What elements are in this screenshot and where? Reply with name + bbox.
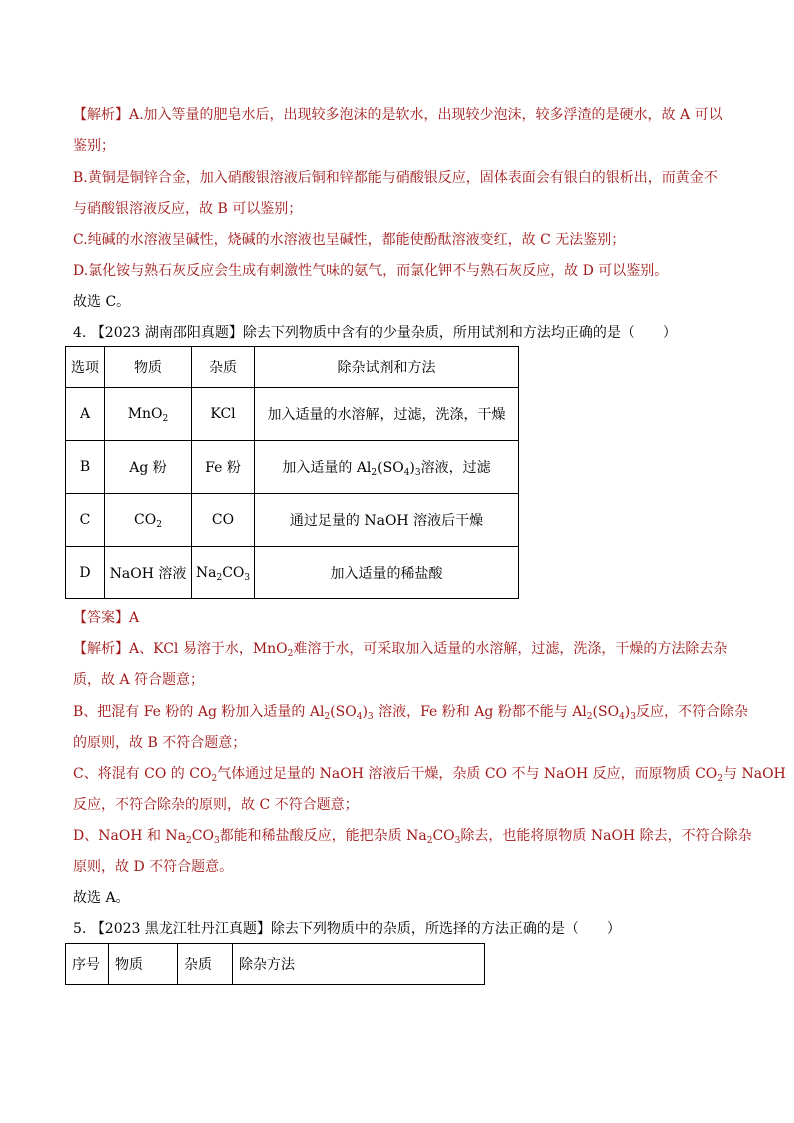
header-impurity: 杂质 xyxy=(178,944,233,985)
header-method: 除杂方法 xyxy=(233,944,485,985)
analysis-tag: 【解析】 xyxy=(73,641,129,657)
q4-analysis-line5: C、将混有 CO 的 $CO_2$气体通过足量的 NaOH 溶液后干燥，杂质 CO 不与 NaOH 反应，而原物质 $CO_2$与 NaOH xyxy=(73,766,786,784)
table-header-row xyxy=(66,944,485,985)
header-substance: 物质 xyxy=(105,347,192,388)
q4-answer xyxy=(73,607,139,627)
row-impurity: $Na_2CO_3$ xyxy=(192,547,255,599)
q4-analysis-line7: D、NaOH 和 $Na_2CO_3$都能和稀盐酸反应，能把杂质 $Na_2CO_3$除去，也能将原物质 NaOH 除去，不符合除杂 xyxy=(73,828,752,846)
q3-analysis-b1: B.黄铜是铜锌合金，加入硝酸银溶液后铜和锌都能与硝酸银反应，固体表面会有银白的银析出，而黄金不 xyxy=(73,170,718,186)
row-option: C xyxy=(66,494,105,547)
q4-analysis-line6: 反应，不符合除杂的原则，故 C 不符合题意； xyxy=(73,797,359,813)
q5-source: 【2023 黑龙江牡丹江真题】 xyxy=(90,921,271,937)
header-option: 选项 xyxy=(66,347,105,388)
table-row xyxy=(66,547,519,599)
answer-tag: 【答案】 xyxy=(73,610,129,626)
row-substance: $CO_2$ xyxy=(105,494,192,547)
header-substance: 物质 xyxy=(109,944,178,985)
row-option: D xyxy=(66,547,105,599)
header-method: 除杂试剂和方法 xyxy=(255,347,519,388)
q5-question: 除去下列物质中的杂质，所选择的方法正确的是（ ） xyxy=(270,921,621,937)
q3-analysis-line1 xyxy=(73,104,723,124)
q3-conclusion: 故选 C。 xyxy=(73,294,131,310)
row-method: 加入适量的水溶解，过滤，洗涤，干燥 xyxy=(255,388,519,441)
row-substance: MnO$_2$ xyxy=(105,388,192,441)
row-option: B xyxy=(66,441,105,494)
analysis-tag: 【解析】 xyxy=(73,107,129,123)
q3-analysis-a1: A.加入等量的肥皂水后，出现较多泡沫的是软水，出现较少泡沫，较多浮渣的是硬水，故 A 可以 xyxy=(129,107,723,123)
q4-analysis-line8: 原则，故 D 不符合题意。 xyxy=(73,859,234,875)
row-method: 加入适量的 $Al_2(SO_4)_3$溶液，过滤 xyxy=(255,441,519,494)
q5-number: 5. xyxy=(73,921,87,937)
q5-table xyxy=(65,943,485,985)
row-method: 加入适量的稀盐酸 xyxy=(255,547,519,599)
q4-table xyxy=(65,346,519,599)
q4-question: 除去下列物质中含有的少量杂质，所用试剂和方法均正确的是（ ） xyxy=(242,325,677,341)
table-header-row xyxy=(66,347,519,388)
q4-source: 【2023 湖南邵阳真题】 xyxy=(90,325,243,341)
q4-stem xyxy=(73,322,677,342)
header-impurity: 杂质 xyxy=(192,347,255,388)
row-impurity: CO xyxy=(192,494,255,547)
row-option: A xyxy=(66,388,105,441)
q4-analysis-line2: 质，故 A 符合题意； xyxy=(73,672,205,688)
row-substance: NaOH 溶液 xyxy=(105,547,192,599)
q4-analysis-line3: B、把混有 Fe 粉的 Ag 粉加入适量的 $Al_2(SO_4)_3$ 溶液，Fe 粉和 Ag 粉都不能与 $Al_2(SO_4)_3$反应，不符合除杂 xyxy=(73,704,748,722)
row-substance: Ag 粉 xyxy=(105,441,192,494)
table-row xyxy=(66,388,519,441)
q4-analysis-line4: 的原则，故 B 不符合题意； xyxy=(73,735,247,751)
q3-analysis-a2: 鉴别； xyxy=(73,138,115,154)
table-row xyxy=(66,494,519,547)
table-row xyxy=(66,441,519,494)
header-index: 序号 xyxy=(66,944,109,985)
q4-number: 4. xyxy=(73,325,87,341)
row-impurity: KCl xyxy=(192,388,255,441)
q4-conclusion: 故选 A。 xyxy=(73,890,130,906)
q3-analysis-b2: 与硝酸银溶液反应，故 B 可以鉴别； xyxy=(73,201,303,217)
q3-analysis-d: D.氯化铵与熟石灰反应会生成有刺激性气味的氨气，而氯化钾不与熟石灰反应，故 D 可以鉴别。 xyxy=(73,263,669,279)
q3-analysis-c: C.纯碱的水溶液呈碱性，烧碱的水溶液也呈碱性，都能使酚酞溶液变红，故 C 无法鉴别； xyxy=(73,232,626,248)
row-impurity: Fe 粉 xyxy=(192,441,255,494)
q4-analysis-line1: 【解析】A、KCl 易溶于水，MnO$_2$难溶于水，可采取加入适量的水溶解，过滤，洗涤，干燥的方法除去杂 xyxy=(73,641,728,659)
answer-value: A xyxy=(129,610,140,626)
row-method: 通过足量的 NaOH 溶液后干燥 xyxy=(255,494,519,547)
q5-stem xyxy=(73,918,621,938)
